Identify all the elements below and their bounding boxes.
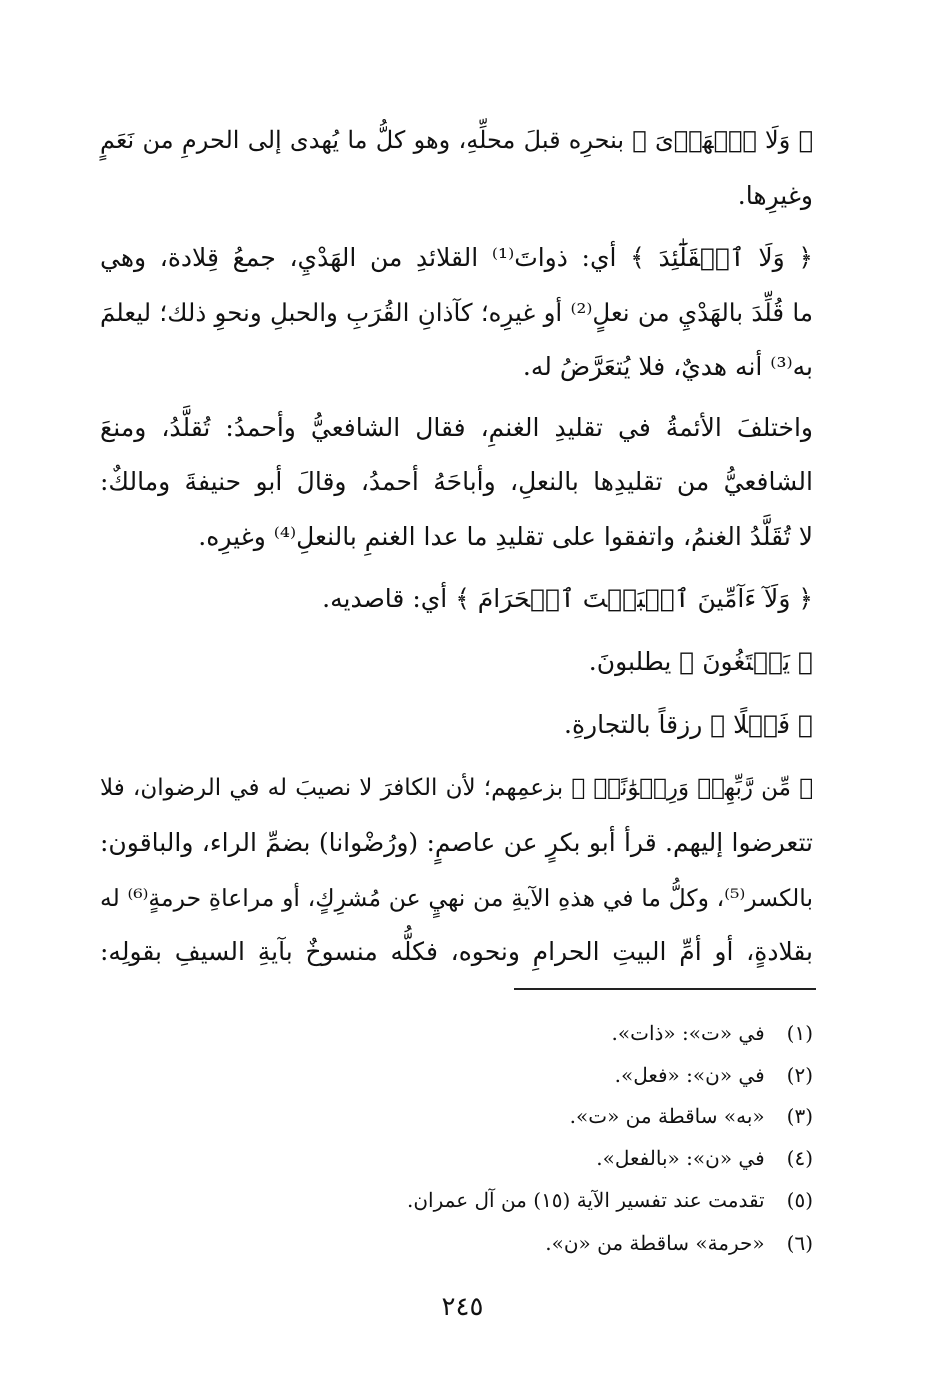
footnote-4 [100,1143,813,1173]
footnote-text: «به» ساقطة من «ت». [569,1104,765,1128]
footnote-number: (٥) [786,1188,813,1212]
text-line-8: لا تُقَلَّدُ الغنمُ، واتفقوا على تقليدِ ما عدا الغنمِ بالنعلِ⁽⁴⁾ وغيرِه. [198,522,813,551]
footnote-6 [100,1228,813,1258]
footnote-number: (٤) [786,1146,813,1170]
footnote-2 [100,1060,813,1090]
text-line-15: بقلادةٍ، أو أمِّ البيتِ الحرامِ ونحوه، فكلُّه منسوخٌ بآيةِ السيفِ بقولِه: [100,937,813,966]
text-line-2: وغيرِها. [737,181,813,210]
text-line-6: واختلفَ الأئمةُ في تقليدِ الغنمِ، فقال الشافعيُّ وأحمدُ: تُقلَّدُ، ومنعَ [100,413,813,442]
text-line-9: ﴿ وَلَآ ءَآمِّينَ ٱلۡبَیۡتَ ٱلۡحَرَامَ ﴾ أي: قاصديه. [322,584,813,613]
footnote-3 [100,1101,813,1131]
footnote-number: (١) [786,1021,813,1045]
text-line-12: ﴿ مِّن رَّبِّهِمۡ وَرِضۡوَٰنًاۚ ﴾ بزعمِهم؛ لأن الكافرَ لا نصيبَ له في الرضوان، فلا [100,775,813,801]
text-line-14: بالكسر⁽⁵⁾، وكلُّ ما في هذهِ الآيةِ من نهيٍ عن مُشرِكٍ، أو مراعاةِ حرمةٍ⁽⁶⁾ له [100,884,813,912]
footnote-separator [514,988,816,990]
text-line-13: تتعرضوا إليهم. قرأ أبو بكرٍ عن عاصمٍ: (ورُضْوانا) بضمِّ الراء، والباقون: [100,828,813,857]
text-line-5: به⁽³⁾ أنه هديٌ، فلا يُتعَرَّضُ له. [522,352,813,381]
footnote-text: في «ن»: «بالفعل». [596,1146,765,1170]
footnote-text: تقدمت عند تفسير الآية (١٥) من آل عمران. [407,1188,765,1212]
text-line-3: ﴿ وَلَا ٱلۡقَلَٰٓئِدَ ﴾ أي: ذواتَ⁽¹⁾ القلائدِ من الهَدْيِ، جمعُ قِلادة، وهي [100,243,813,272]
text-line-10: ﴿ یَبۡتَغُونَ ﴾ يطلبونَ. [588,647,813,676]
footnote-text: «حرمة» ساقطة من «ن». [545,1231,765,1255]
footnote-1 [100,1018,813,1048]
text-line-4: ما قُلِّدَ بالهَدْيِ من نعلٍ⁽²⁾ أو غيرِه؛ كآذانِ القُرَبِ والحبلِ ونحوِ ذلك؛ ليعلمَ [100,298,813,327]
footnote-text: في «ن»: «فعل». [614,1063,765,1087]
page-number: ٢٤٥ [441,1292,484,1322]
footnote-number: (٣) [786,1104,813,1128]
text-line-11: ﴿ فَضۡلًا ﴾ رزقاً بالتجارةِ. [564,710,813,739]
footnote-text: في «ت»: «ذات». [611,1021,765,1045]
text-line-1: ﴿ وَلَا ٱلۡهَدۡیَ ﴾ بنحرِه قبلَ محلِّهِ، وهو كلُّ ما يُهدى إلى الحرمِ من نَعَمٍ [100,126,813,154]
footnote-5 [100,1185,813,1215]
footnote-number: (٢) [786,1063,813,1087]
footnote-number: (٦) [786,1231,813,1255]
text-line-7: الشافعيُّ من تقليدِها بالنعلِ، وأباحَهُ أحمدُ، وقالَ أبو حنيفةَ ومالكٌ: [100,467,813,496]
